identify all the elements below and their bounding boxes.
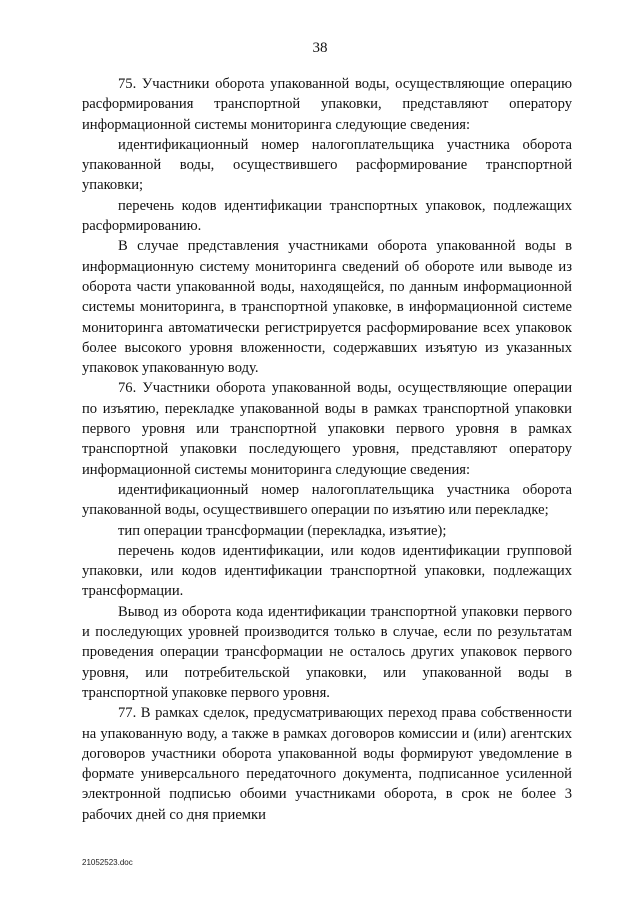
paragraph-76-withdrawal: Вывод из оборота кода идентификации транспортной упаковки первого и последующих уровней производится только в случае, если по результатам проведения операции трансформации не осталось других упаковок первого уровня, или потребительской упаковки, или упакованной воды в транспортной упаковке первого уровня.: [82, 603, 572, 701]
footer-filename: 21052523.doc: [82, 858, 133, 867]
paragraph-76-operation-type: тип операции трансформации (перекладка, изъятие);: [118, 522, 447, 539]
paragraph-76-intro: 76. Участники оборота упакованной воды, осуществляющие операции по изъятию, перекладке упакованной воды в рамках транспортной упаковки первого уровня или транспортной упаковки первого уровня в рамках транспортной упаковки последующего уровня, представляют оператору информационной системы мониторинга следующие сведения:: [82, 380, 572, 478]
paragraph-75-intro: 75. Участники оборота упакованной воды, осуществляющие операцию расформирования транспортной упаковки, представляют оператору информационной системы мониторинга следующие сведения:: [82, 76, 572, 133]
page-number: 38: [312, 40, 328, 56]
paragraph-77-intro: 77. В рамках сделок, предусматривающих переход права собственности на упакованную воду, а также в рамках договоров комиссии и (или) агентских договоров участники оборота упакованной воды формируют уведомление в формате универсального передаточного документа, подписанное усиленной электронной подписью обоими участниками оборота, в срок не более 3 рабочих дней со дня приемки: [82, 705, 572, 823]
document-body: [82, 74, 572, 825]
paragraph-75-codes: перечень кодов идентификации транспортных упаковок, подлежащих расформированию.: [82, 197, 572, 235]
paragraph-75-inn: идентификационный номер налогоплательщика участника оборота упакованной воды, осуществившего расформирование транспортной упаковки;: [82, 136, 572, 194]
paragraph-76-codes: перечень кодов идентификации, или кодов идентификации групповой упаковки, или кодов идентификации транспортной упаковки, подлежащих трансформации.: [82, 542, 572, 600]
paragraph-75-auto-unpack: В случае представления участниками оборота упакованной воды в информационную систему мониторинга сведений об обороте или выводе из оборота части упакованной воды, находящейся, по данным информационной системы мониторинга, в транспортной упаковке, в информационной системе мониторинга автоматически регистрируется расформирование всех упаковок более высокого уровня вложенности, содержавших изъятую из указанных упаковок упакованную воду.: [82, 238, 572, 377]
paragraph-76-inn: идентификационный номер налогоплательщика участника оборота упакованной воды, осуществившего операции по изъятию или перекладке;: [82, 481, 572, 519]
